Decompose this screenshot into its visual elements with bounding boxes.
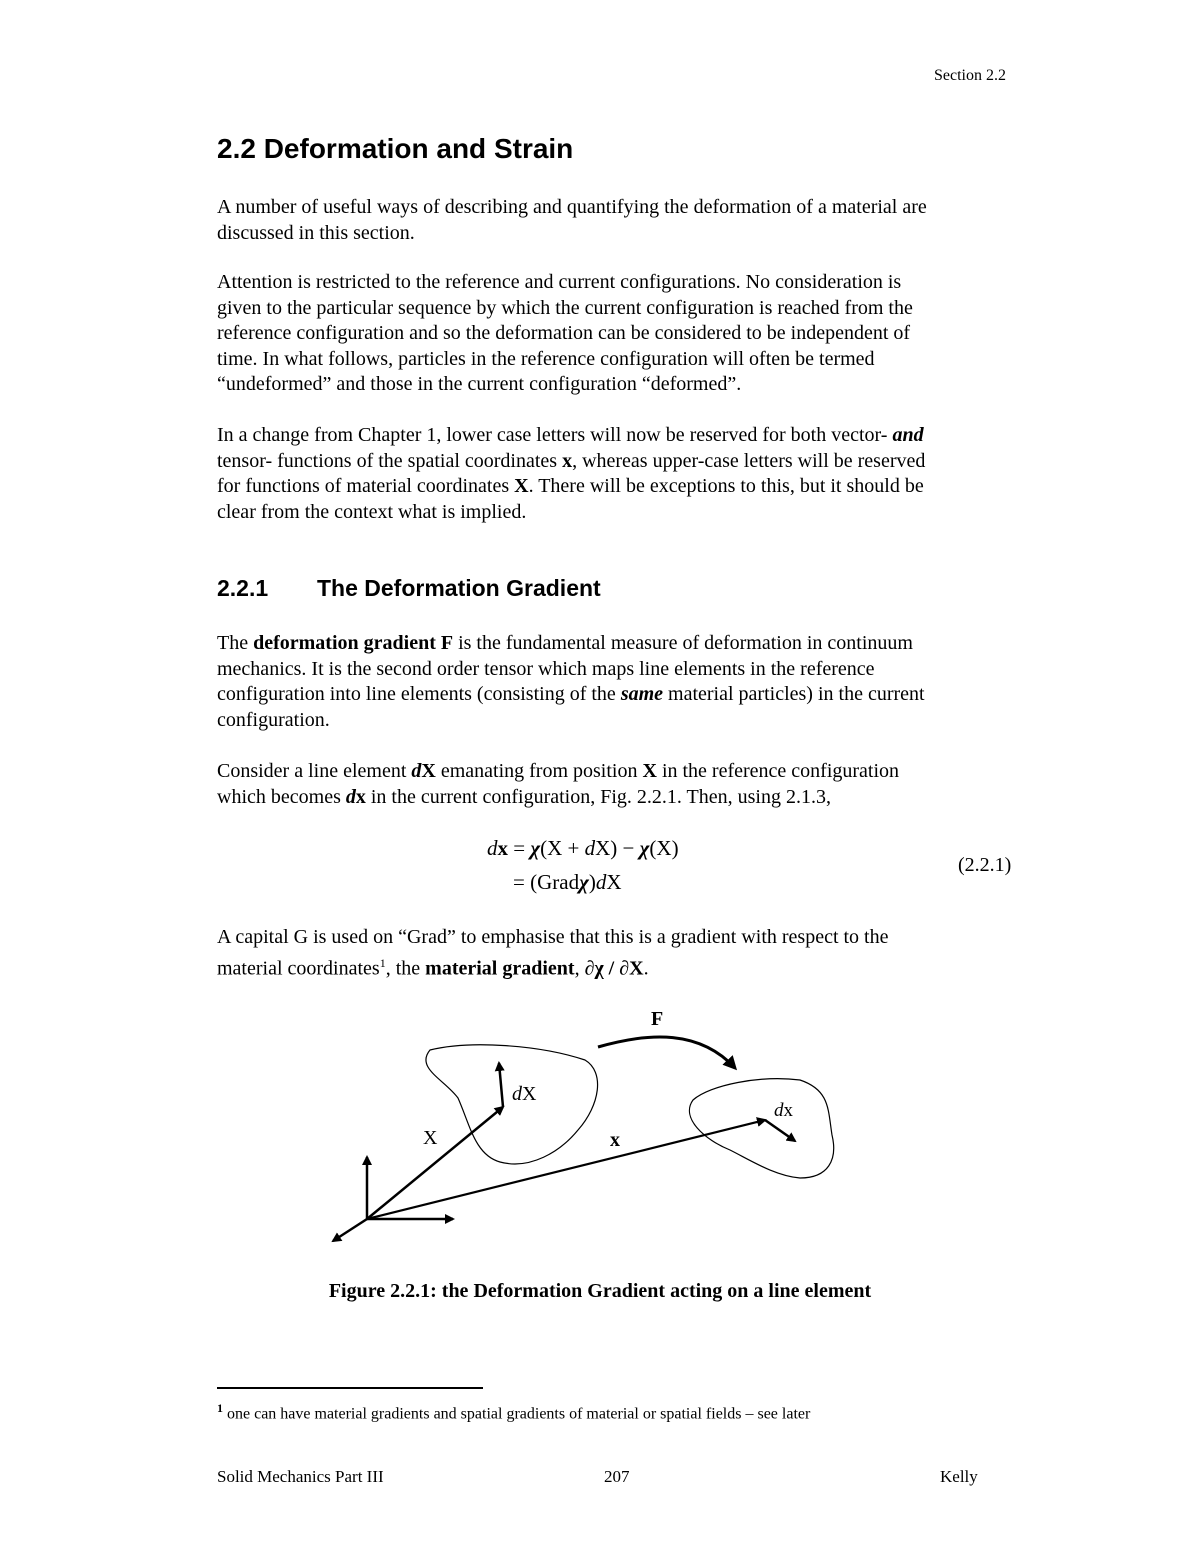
symbol-d: d [595,870,607,894]
text-line: Attention is restricted to the reference and current configurations. No consideration is [217,271,902,293]
label-d: d [512,1083,522,1105]
text-run: , whereas upper-case letters will be reserved [572,449,926,472]
symbol-d: d [487,836,498,860]
footnote-marker: 1 [217,1401,223,1415]
text-run: tensor- functions of the spatial coordinates [217,449,563,472]
footer-right: Kelly [940,1467,978,1486]
text-run: emanating from position [435,760,643,782]
text-line: A number of useful ways of describing and quantifying the deformation of a material are [217,196,927,218]
math-run: (X + [540,836,585,860]
symbol-x: x [355,785,366,808]
symbol-x: x [562,449,573,472]
symbol-F: F [435,632,454,654]
text-run: . There will be exceptions to this, but it should be [528,475,924,498]
text-run: Consider a line element [217,760,412,782]
text-line: reference configuration and so the deformation can be considered to be independent of [217,322,911,345]
text-line: time. In what follows, particles in the reference configuration will often be termed [217,347,875,370]
line-element-dx [765,1120,795,1141]
emphasis-same: same [620,683,664,706]
text-line: given to the particular sequence by which the current configuration is reached from the [217,296,913,319]
subsection-title: The Deformation Gradient [317,575,601,601]
text-line: A capital G is used on “Grad” to emphasise that this is a gradient with respect to the [217,926,889,948]
footnote-text: one can have material gradients and spatial gradients of material or spatial fields – see later [223,1405,811,1423]
text-run: in the current configuration, Fig. 2.2.1. Then, using 2.1.3, [365,785,831,808]
text-run: , the [385,957,426,980]
symbol-X: X [514,475,529,498]
text-run: for functions of material coordinates [217,475,515,498]
label-position-x: x [610,1129,620,1151]
symbol-X: X [606,870,622,894]
math-run: = (Grad [513,870,580,894]
mapping-arrow [598,1037,735,1068]
label-d: d [774,1100,784,1121]
footnote-ref[interactable]: 1 [379,955,386,970]
text-line: discussed in this section. [217,221,415,244]
label-position-X: X [423,1127,438,1149]
term-deformation-gradient: deformation gradient [253,632,436,654]
running-header: Section 2.2 [934,67,1006,84]
text-run: material coordinates [217,957,380,980]
math-partial-derivative: ∂χ / ∂X [584,957,644,980]
symbol-x: x [497,836,508,860]
symbol-X: X [421,760,436,782]
math-run: ) [588,870,596,894]
symbol-d: d [584,836,596,860]
text-run: . [643,957,649,980]
label-dX [512,1083,537,1105]
math-run: = [508,836,531,860]
label-F: F [651,1008,664,1030]
footnote-divider [217,1387,483,1389]
page-title: 2.2 Deformation and Strain [217,133,574,164]
subsection-number: 2.2.1 [217,575,269,601]
label-dx [774,1100,794,1121]
text-run: which becomes [217,785,346,808]
symbol-chi: χ [579,870,589,894]
symbol-X: X [642,760,657,782]
math-run: X) − [595,836,640,860]
equation-number: (2.2.1) [958,854,1012,876]
text-run: material particles) in the current [663,683,925,706]
emphasis-and: and [892,424,924,446]
symbol-chi: χ [639,836,650,860]
text-line: mechanics. It is the second order tensor which maps line elements in the reference [217,657,875,680]
axis-oblique [333,1219,367,1241]
text-line: clear from the context what is implied. [217,500,527,523]
text-run: is the fundamental measure of deformation in continuum [453,632,913,654]
footer-left: Solid Mechanics Part III [217,1467,384,1486]
text-run: configuration into line elements (consisting of the [217,683,621,706]
symbol-d: d [411,760,422,782]
text-line: “undeformed” and those in the current configuration “deformed”. [217,373,742,396]
label-X: X [522,1083,537,1105]
line-element-dX [499,1063,503,1107]
text-line: configuration. [217,708,330,731]
figure-caption: Figure 2.2.1: the Deformation Gradient acting on a line element [328,1280,872,1302]
footnote [217,1401,810,1423]
term-material-gradient: material gradient [425,957,575,980]
text-run: , [574,957,585,980]
text-run: in the reference configuration [656,760,900,782]
math-run: (X) [649,836,679,860]
page-number: 207 [604,1467,630,1486]
text-run: In a change from Chapter 1, lower case letters will now be reserved for both vector- [217,424,893,446]
current-body-outline [689,1079,833,1178]
symbol-d: d [345,785,356,808]
text-run: The [217,632,254,654]
label-x: x [783,1100,793,1121]
symbol-chi: χ [530,836,541,860]
